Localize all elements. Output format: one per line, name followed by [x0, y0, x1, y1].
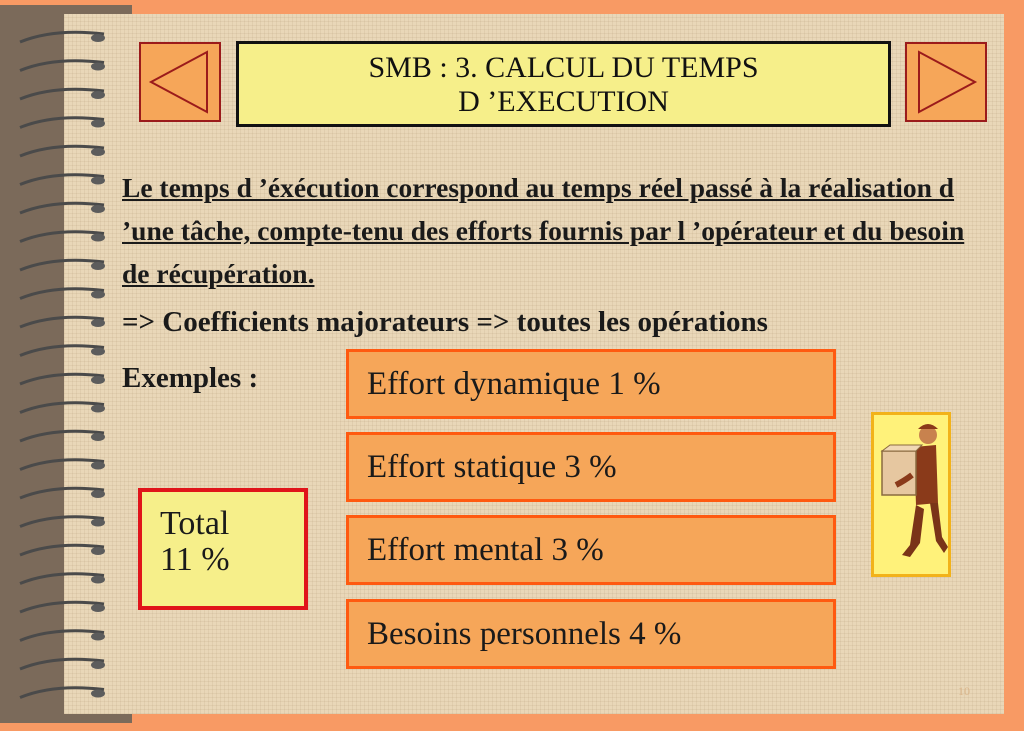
- binding-hole: [91, 91, 105, 99]
- binding-hole: [91, 490, 105, 498]
- binding-hole: [91, 661, 105, 669]
- worker-illustration: [871, 412, 951, 577]
- definition-text: Le temps d ’éxécution correspond au temps réel passé à la réalisation d ’une tâche, compte-tenu des efforts fournis par l ’opérateur et du besoin de récupération.: [122, 172, 965, 289]
- effort-box-besoins: Besoins personnels 4 %: [346, 599, 836, 669]
- binding-hole: [91, 262, 105, 270]
- spiral-binding-icon: [14, 22, 114, 712]
- binding-hole: [91, 690, 105, 698]
- page-title: [236, 41, 891, 127]
- binding-hole: [91, 433, 105, 441]
- right-triangle-icon: [907, 44, 985, 120]
- binding-hole: [91, 547, 105, 555]
- binding-hole: [91, 63, 105, 71]
- binding-hole: [91, 633, 105, 641]
- binding-hole: [91, 319, 105, 327]
- binding-hole: [91, 205, 105, 213]
- binding-hole: [91, 177, 105, 185]
- title-line-1: SMB : 3. CALCUL DU TEMPS: [368, 51, 759, 84]
- page-number: 10: [958, 684, 970, 698]
- worker-carrying-box-icon: [874, 415, 948, 574]
- total-box: [138, 488, 308, 610]
- binding-hole: [91, 34, 105, 42]
- total-value: 11 %: [160, 541, 230, 578]
- binding-hole: [91, 519, 105, 527]
- left-triangle-icon: [141, 44, 219, 120]
- binding-hole: [91, 348, 105, 356]
- binding-hole: [91, 376, 105, 384]
- coefficients-text: => Coefficients majorateurs => toutes les opérations: [122, 306, 768, 338]
- title-line-2: D ’EXECUTION: [458, 85, 669, 118]
- previous-slide-button[interactable]: [139, 42, 221, 122]
- binding-hole: [91, 291, 105, 299]
- next-slide-button[interactable]: [905, 42, 987, 122]
- examples-label: Exemples :: [122, 362, 259, 394]
- effort-box-mental: Effort mental 3 %: [346, 515, 836, 585]
- binding-hole: [91, 234, 105, 242]
- binding-hole: [91, 462, 105, 470]
- binding-hole: [91, 405, 105, 413]
- binding-hole: [91, 604, 105, 612]
- total-label: Total: [160, 505, 230, 542]
- binding-hole: [91, 148, 105, 156]
- effort-box-statique: Effort statique 3 %: [346, 432, 836, 502]
- binding-hole: [91, 120, 105, 128]
- effort-box-dynamique: Effort dynamique 1 %: [346, 349, 836, 419]
- binding-hole: [91, 576, 105, 584]
